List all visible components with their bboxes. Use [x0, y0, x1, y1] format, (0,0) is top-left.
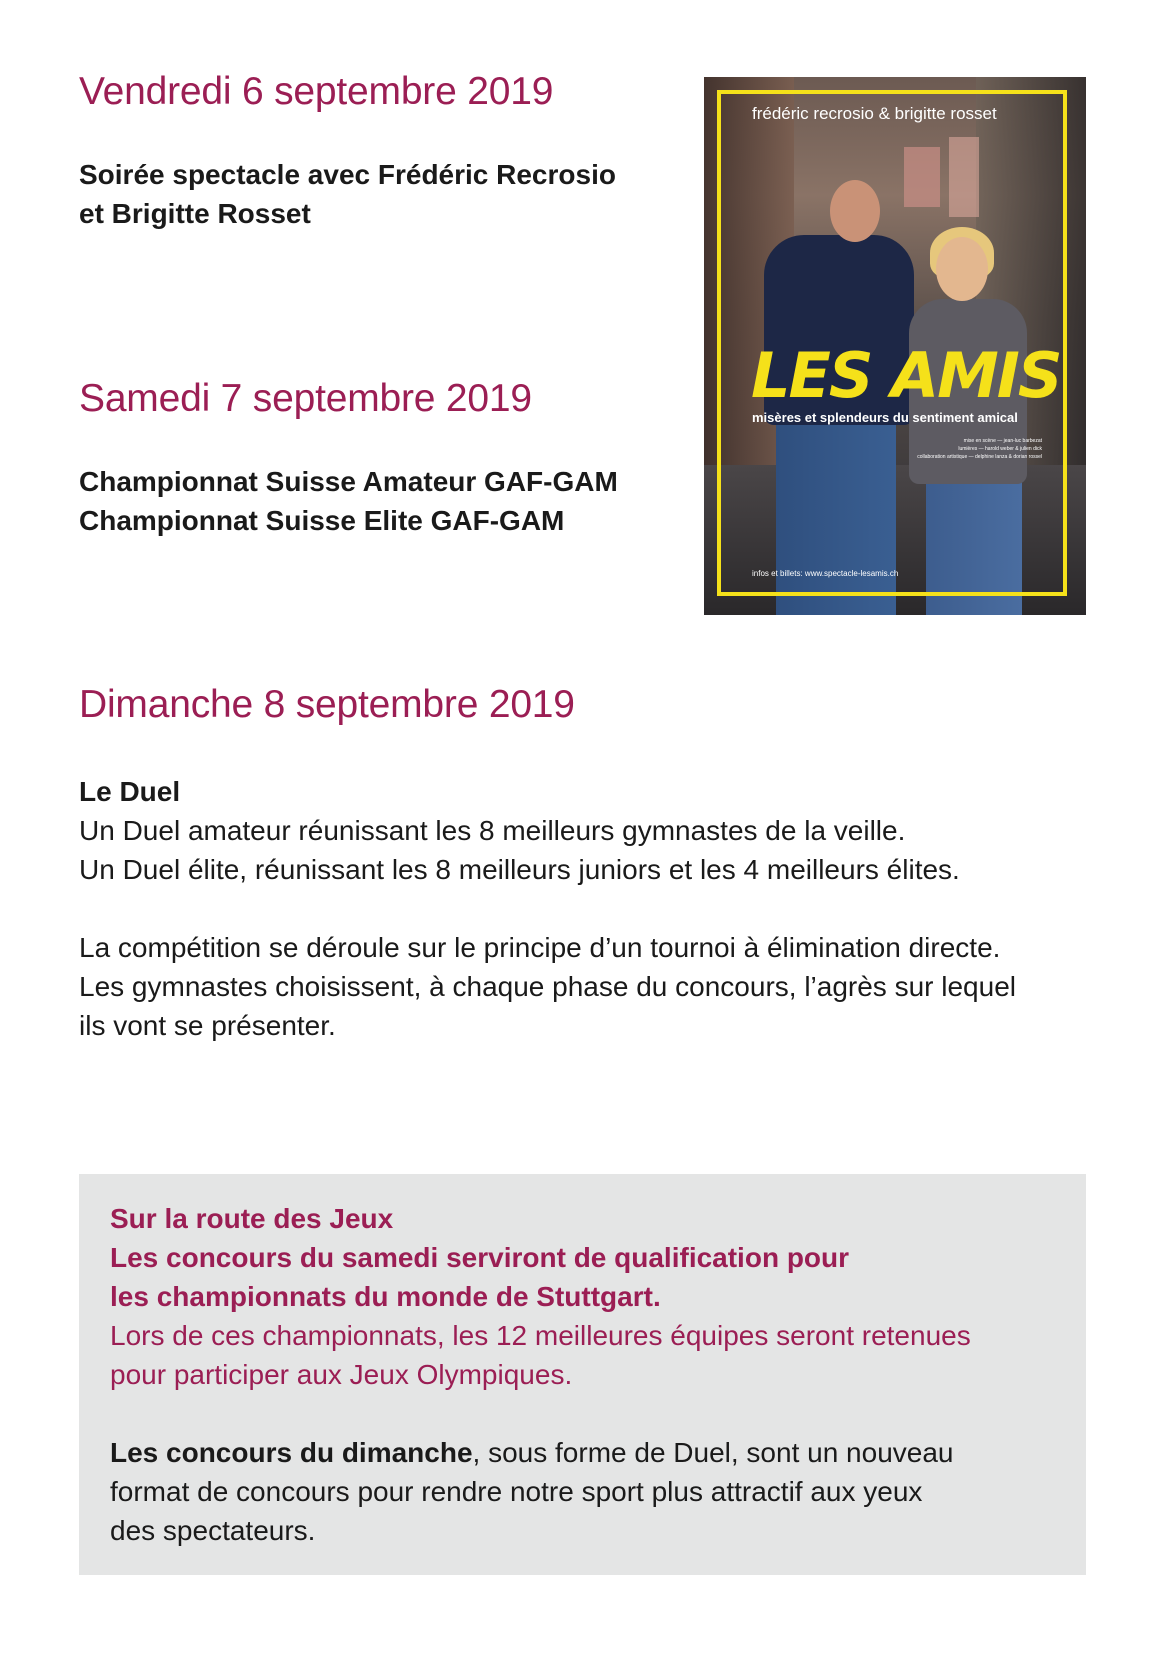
sunday-format-rest: , sous forme de Duel, sont un nouveau [472, 1437, 954, 1468]
duel-line: Un Duel amateur réunissant les 8 meilleurs gymnastes de la veille. [79, 815, 906, 846]
poster-infos: infos et billets: www.spectacle-lesamis.ch [752, 569, 899, 578]
duel-subheading: Le Duel [79, 776, 181, 807]
saturday-line-2: Championnat Suisse Elite GAF-GAM [79, 505, 565, 536]
poster-title: LES AMIS [751, 339, 1061, 412]
poster-credit-line: mise en scène — jean-luc barbezat [963, 438, 1042, 444]
format-line: Les gymnastes choisissent, à chaque phase du concours, l’agrès sur lequel [79, 971, 1016, 1002]
duel-line: Un Duel élite, réunissant les 8 meilleurs juniors et les 4 meilleurs élites. [79, 854, 960, 885]
info-box-bold-line: Les concours du samedi serviront de qualification pour [110, 1242, 850, 1273]
friday-line-2: et Brigitte Rosset [79, 198, 311, 229]
sunday-format-line [110, 1433, 1060, 1472]
show-poster [704, 77, 1086, 615]
info-box-line: pour participer aux Jeux Olympiques. [110, 1359, 573, 1390]
sunday-format-line: des spectateurs. [110, 1515, 316, 1546]
sunday-format-line: format de concours pour rendre notre sport plus attractif aux yeux [110, 1476, 923, 1507]
info-box [79, 1174, 1086, 1575]
poster-authors: frédéric recrosio & brigitte rosset [752, 104, 997, 123]
info-box-bold-line: les championnats du monde de Stuttgart. [110, 1281, 661, 1312]
poster-credits [917, 437, 1042, 461]
friday-line-1: Soirée spectacle avec Frédéric Recrosio [79, 159, 616, 190]
sunday-heading: Dimanche 8 septembre 2019 [79, 683, 575, 726]
info-box-line: Lors de ces championnats, les 12 meilleures équipes seront retenues [110, 1320, 971, 1351]
poster-credit-line: lumières — harold weber & julien dick [958, 446, 1042, 452]
duel-description [79, 811, 1099, 889]
poster-credit-line: collaboration artistique — delphine lanza & dorian rossel [917, 454, 1042, 460]
competition-format [79, 928, 1099, 1045]
saturday-line-1: Championnat Suisse Amateur GAF-GAM [79, 466, 618, 497]
friday-heading: Vendredi 6 septembre 2019 [79, 70, 554, 113]
info-box-title: Sur la route des Jeux [110, 1203, 394, 1234]
format-line: ils vont se présenter. [79, 1010, 336, 1041]
format-line: La compétition se déroule sur le principe d’un tournoi à élimination directe. [79, 932, 1001, 963]
sunday-format-bold: Les concours du dimanche [110, 1437, 473, 1468]
poster-subtitle: misères et splendeurs du sentiment amical [752, 410, 1018, 425]
saturday-heading: Samedi 7 septembre 2019 [79, 377, 532, 420]
